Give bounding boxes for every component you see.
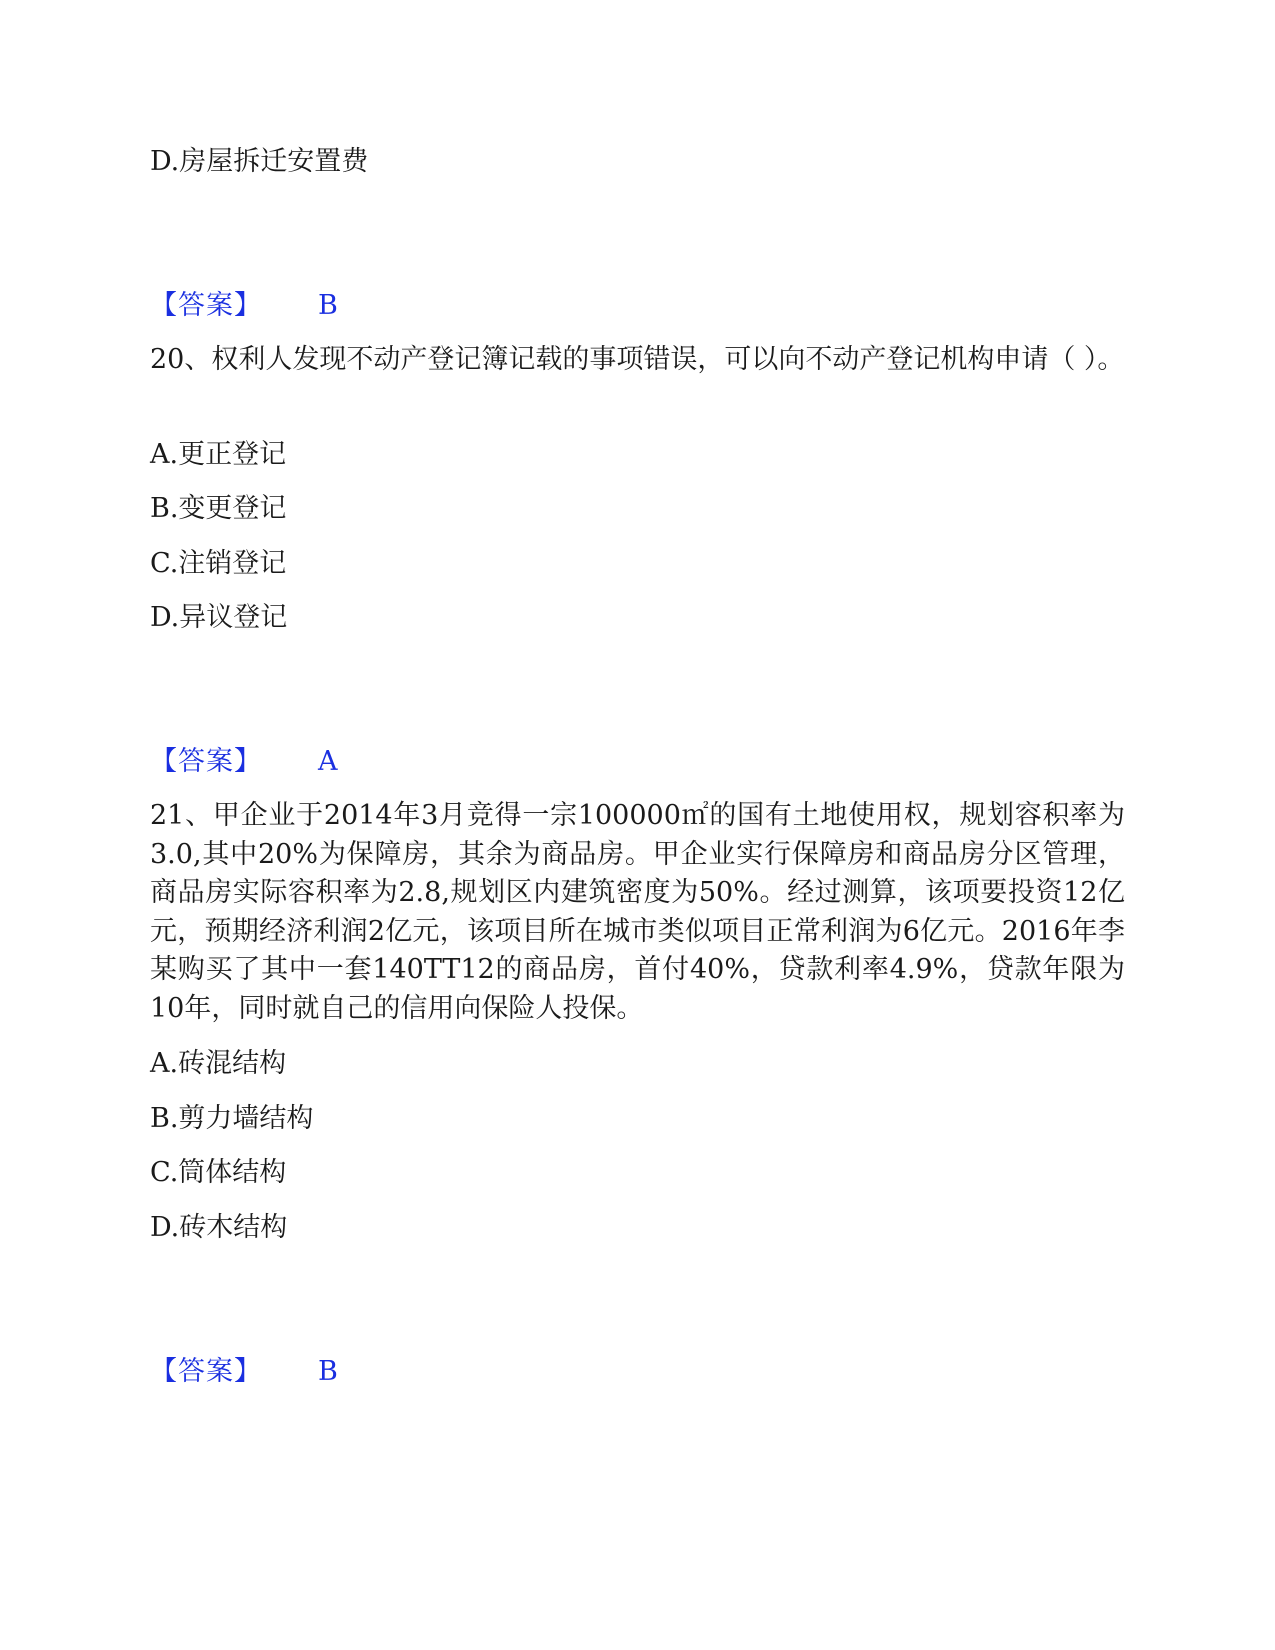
answer-label: 【答案】: [150, 1356, 262, 1387]
question-20-answer: [150, 747, 338, 777]
question-20-option-b: B.变更登记: [150, 493, 287, 524]
question-20-option-c: C.注销登记: [150, 548, 287, 579]
answer-value: B: [318, 290, 338, 321]
answer-label: 【答案】: [150, 746, 262, 777]
question-21-option-b: B.剪力墙结构: [150, 1103, 314, 1134]
answer-value: A: [318, 746, 338, 777]
question-21-answer: [150, 1357, 338, 1387]
question-21-option-d: D.砖木结构: [150, 1212, 288, 1243]
question-20-text: 20、权利人发现不动产登记簿记载的事项错误，可以向不动产登记机构申请（ ）。: [150, 344, 1125, 375]
question-21-text: 21、甲企业于2014年3月竞得一宗100000㎡的国有土地使用权，规划容积率为3.0,其中20%为保障房，其余为商品房。甲企业实行保障房和商品房分区管理，商品房实际容积率为2.8,规划区内建筑密度为50%。经过测算，该项要投资12亿元，预期经济利润2亿元，该项目所在城市类似项目正常利润为6亿元。2016年李某购买了其中一套140TT12的商品房，首付40%，贷款利率4.9%，贷款年限为10年，同时就自己的信用向保险人投保。: [150, 800, 1125, 1024]
prev-answer: [150, 291, 338, 321]
question-21-option-c: C.筒体结构: [150, 1157, 287, 1188]
question-21-option-a: A.砖混结构: [150, 1048, 287, 1079]
prev-option-d: D.房屋拆迁安置费: [150, 146, 369, 177]
question-20-option-a: A.更正登记: [150, 439, 287, 470]
question-20-option-d: D.异议登记: [150, 602, 288, 633]
answer-value: B: [318, 1356, 338, 1387]
answer-label: 【答案】: [150, 290, 262, 321]
